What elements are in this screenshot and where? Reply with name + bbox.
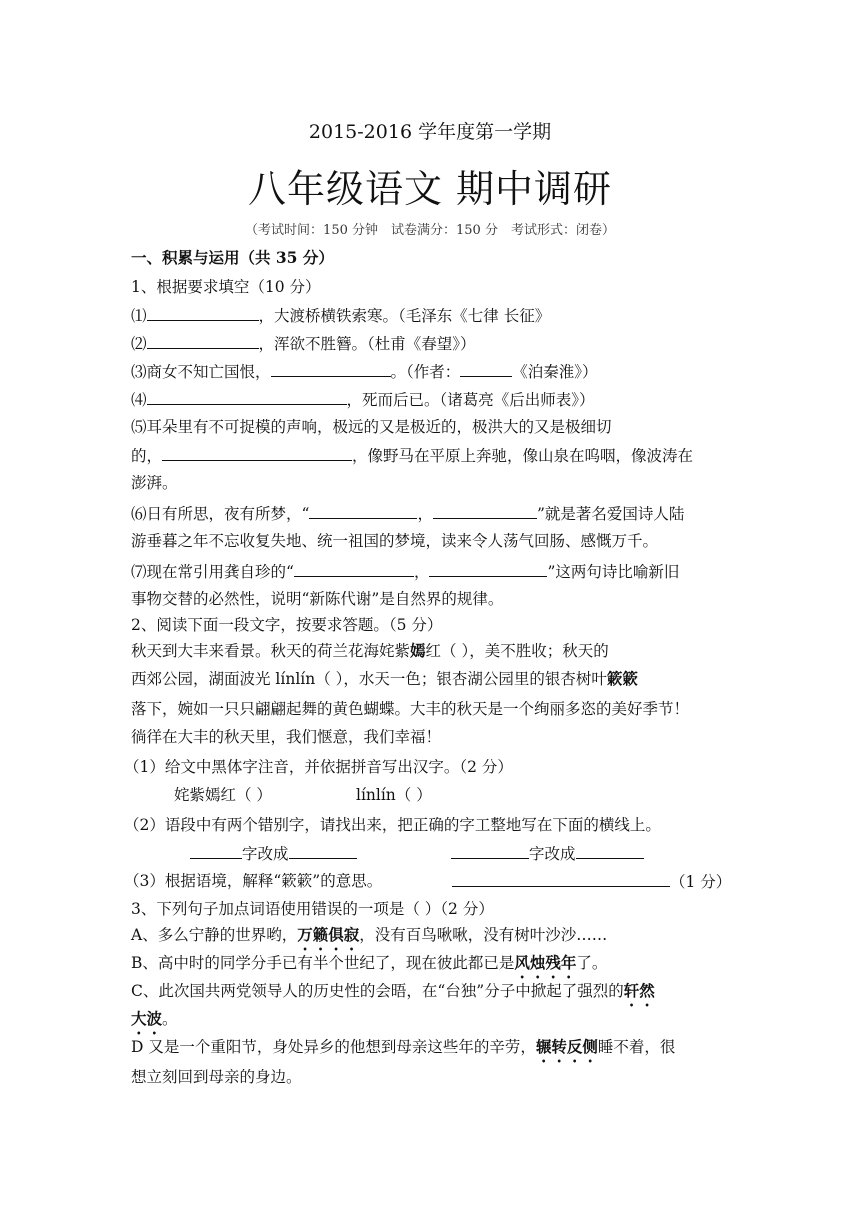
q1-item-6-post: ”就是著名爱国诗人陆 — [536, 505, 685, 523]
q1-title: 1、根据要求填空（10 分） — [131, 278, 321, 296]
q1-item-4 — [131, 388, 595, 411]
q2-para-line1 — [131, 640, 609, 662]
exam-title: 八年级语文 期中调研 — [247, 167, 613, 211]
author-blank[interactable] — [460, 360, 512, 377]
q3-title: 3、下列句子加点词语使用错误的一项是（ ）（2 分） — [131, 900, 494, 918]
q2-para-text: 红（ ），美不胜收；秋天的 — [425, 642, 609, 660]
answer-blank[interactable] — [190, 842, 242, 859]
q1-item-5-post: ，像野马在平原上奔驰，像山泉在呜咽，像波涛在 — [352, 447, 694, 465]
answer-blank[interactable] — [147, 388, 347, 405]
q3-option-a[interactable] — [131, 924, 607, 954]
q2-sub2-label: 字改成 — [529, 845, 576, 863]
q1-item-1 — [131, 304, 550, 327]
q2-sub1-a: 姹紫嫣红（ ） — [174, 786, 272, 804]
q1-item-7-pre: ⑺现在常引用龚自珍的“ — [131, 563, 294, 581]
q1-item-1-text: ，大渡桥横铁索寒。（毛泽东《七律 长征》 — [258, 307, 551, 325]
q1-item-4-text: ，死而后已。（诸葛亮《后出师表》） — [346, 391, 595, 409]
q1-item-5-line1: ⑸耳朵里有不可捉模的声响，极远的又是极近的，极洪大的又是极细切 — [131, 418, 612, 436]
q3-option-text: C、此次国共两党领导人的历史性的会晤，在“台独”分子中掀起了强烈的 — [131, 982, 624, 1000]
q2-para-text: 西郊公园，湖面波光 línlín（ ），水天一色；银杏湖公园里的银杏树叶 — [131, 670, 607, 688]
q2-sub1-b: línlín（ ） — [356, 786, 432, 804]
q2-para-line2 — [131, 668, 638, 690]
q1-item-7-line2: 事物交替的必然性，说明“新陈代谢”是自然界的规律。 — [131, 590, 504, 608]
section-heading: 一、积累与运用（共 35 分） — [131, 248, 334, 267]
q1-item-2 — [131, 332, 476, 355]
q3-option-text: D 又是一个重阳节，身处异乡的他想到母亲这些年的辛劳， — [131, 1038, 536, 1056]
q2-para-line4: 徜徉在大丰的秋天里，我们惬意，我们幸福！ — [131, 728, 442, 746]
answer-blank[interactable] — [147, 304, 259, 321]
q2-sub2-b — [451, 842, 644, 865]
q2-sub3-answer — [452, 870, 731, 893]
q3-option-c-line1[interactable] — [131, 980, 655, 1010]
q3-option-text: ，没有百鸟啾啾，没有树叶沙沙…… — [359, 926, 608, 944]
answer-blank[interactable] — [271, 360, 391, 377]
q3-option-text: A、多么宁静的世界哟， — [131, 926, 298, 944]
q1-item-3-mid: 。（作者： — [390, 363, 461, 381]
q3-option-text: 。 — [162, 1010, 178, 1028]
q2-sub3: （3）根据语境，解释“簌簌”的意思。 — [124, 872, 383, 890]
q3-dotted-word: 辗转反侧 — [535, 1037, 598, 1056]
q2-para-line3: 落下，婉如一只只翩翩起舞的黄色蝴蝶。大丰的秋天是一个绚丽多恣的美好季节！ — [131, 700, 690, 718]
q2-bold-char: 嫣 — [410, 641, 426, 660]
q3-dotted-word: 轩然 — [623, 981, 655, 1000]
q1-item-6-line1 — [131, 502, 684, 525]
answer-blank[interactable] — [147, 332, 259, 349]
answer-blank[interactable] — [576, 842, 644, 859]
q1-item-5-pre: 的， — [131, 447, 163, 465]
q1-item-5-line2 — [131, 444, 693, 467]
q2-para-text: 秋天到大丰来看景。秋天的荷兰花海姹紫 — [131, 642, 411, 660]
q3-option-b[interactable] — [131, 952, 607, 982]
q1-item-6-line2: 游垂暮之年不忘收复失地、统一祖国的梦境，读来令人荡气回肠、感慨万千。 — [131, 532, 659, 550]
q2-title: 2、阅读下面一段文字，按要求答题。（5 分） — [131, 616, 443, 634]
q1-item-2-num: ⑵ — [131, 335, 147, 353]
answer-blank[interactable] — [309, 502, 417, 519]
q1-item-5-line3: 澎湃。 — [131, 474, 178, 492]
q1-item-1-num: ⑴ — [131, 307, 147, 325]
q1-item-7-mid: ， — [413, 563, 430, 581]
q1-item-3-source: 《泊秦淮》） — [512, 363, 598, 381]
q1-item-4-num: ⑷ — [131, 391, 147, 409]
q1-item-2-text: ，浑欲不胜簪。（杜甫《春望》） — [258, 335, 476, 353]
q2-bold-word: 簌簌 — [606, 669, 638, 688]
q3-option-text: 睡不着，很 — [597, 1038, 676, 1056]
q3-dotted-word: 万籁俱寂 — [297, 925, 360, 944]
q1-item-6-mid: ， — [417, 505, 433, 523]
answer-blank[interactable] — [429, 560, 547, 577]
q1-item-3-text: ⑶商女不知亡国恨， — [131, 363, 271, 381]
q1-item-3 — [131, 360, 598, 383]
q2-sub1: （1）给文中黑体字注音，并依据拼音写出汉字。（2 分） — [124, 758, 513, 776]
q3-option-d-line1[interactable] — [131, 1036, 675, 1066]
answer-blank[interactable] — [162, 444, 352, 461]
q3-option-text: B、高中时的同学分手已有半个世纪了，现在彼此都已是 — [131, 954, 515, 972]
q2-sub2: （2）语段中有两个错别字，请找出来，把正确的字工整地写在下面的横线上。 — [124, 816, 661, 834]
q1-item-7-line1 — [131, 560, 679, 583]
q3-option-text: 了。 — [576, 954, 608, 972]
answer-blank[interactable] — [289, 842, 357, 859]
exam-info: （考试时间：150 分钟 试卷满分：150 分 考试形式：闭卷） — [245, 223, 615, 238]
answer-blank[interactable] — [452, 870, 670, 887]
q3-option-c-line2[interactable] — [131, 1008, 178, 1038]
q3-option-d-line2: 想立刻回到母亲的身边。 — [131, 1068, 302, 1086]
q2-sub3-score: （1 分） — [670, 873, 732, 891]
answer-blank[interactable] — [294, 560, 414, 577]
q2-sub2-a — [190, 842, 357, 865]
school-year: 2015-2016 学年度第一学期 — [308, 121, 552, 143]
q3-dotted-word: 风烛残年 — [514, 953, 577, 972]
q1-item-7-post: ”这两句诗比喻新旧 — [547, 563, 680, 581]
q1-item-6-pre: ⑹日有所思，夜有所梦，“ — [131, 505, 310, 523]
q3-dotted-word: 大波 — [131, 1009, 163, 1028]
q2-sub2-label: 字改成 — [242, 845, 289, 863]
answer-blank[interactable] — [433, 502, 537, 519]
answer-blank[interactable] — [451, 842, 529, 859]
